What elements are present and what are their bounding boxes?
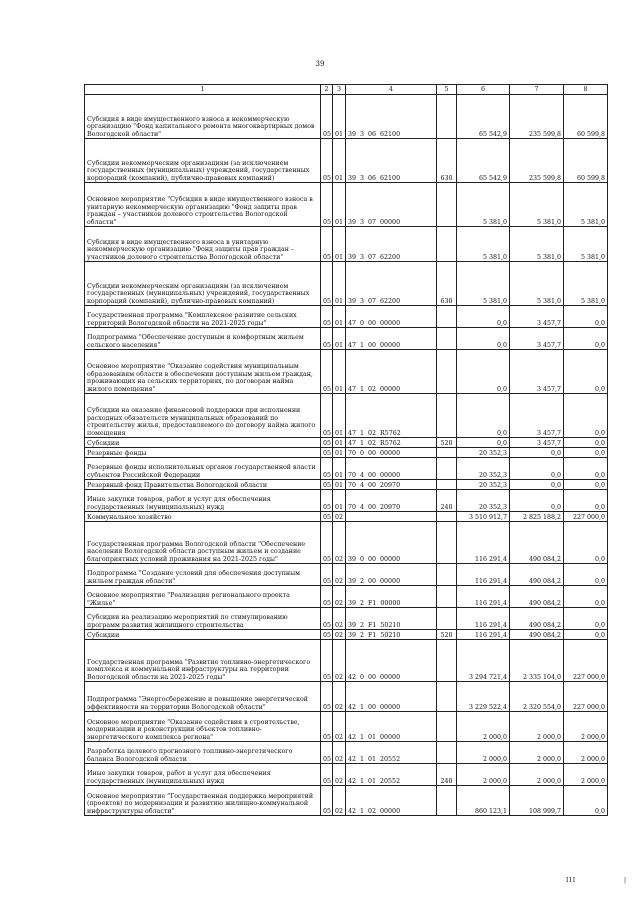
cell-description: Субсидии некоммерческим организациям (за исключением государственных (муниципальных) учреждений, государственных корпораций (компаний), публично-правовых компаний) xyxy=(85,139,321,183)
table-body xyxy=(85,95,608,816)
cell-expense-type xyxy=(437,183,457,227)
cell-subsection: 02 xyxy=(333,682,346,712)
cell-description: Основное мероприятие "Реализация регионального проекта "Жилье" xyxy=(85,586,321,608)
table-row xyxy=(85,394,608,438)
cell-amount-1: 3 510 912,7 xyxy=(457,512,510,522)
cell-target-code: 42 1 02 00000 xyxy=(346,786,437,816)
cell-target-code: 42 0 00 00000 xyxy=(346,640,437,682)
cell-description: Субсидия в виде имущественного взноса в некоммерческую организацию "Фонд капитального ремонта многоквартирных домов Вологодской области" xyxy=(85,95,321,139)
cell-amount-3: 0,0 xyxy=(564,350,608,394)
cell-amount-3: 0,0 xyxy=(564,522,608,564)
cell-expense-type xyxy=(437,786,457,816)
cell-expense-type xyxy=(437,742,457,764)
cell-subsection: 02 xyxy=(333,712,346,742)
cell-amount-3: 5 381,0 xyxy=(564,183,608,227)
cell-amount-3: 0,0 xyxy=(564,564,608,586)
cell-section: 05 xyxy=(321,608,333,630)
cell-description: Иные закупки товаров, работ и услуг для обеспечения государственных (муниципальных) нужд xyxy=(85,490,321,512)
cell-section: 05 xyxy=(321,480,333,490)
cell-amount-1: 2 000,0 xyxy=(457,764,510,786)
cell-amount-2: 490 084,2 xyxy=(510,630,564,640)
table-row xyxy=(85,564,608,586)
header-col-3: 3 xyxy=(333,85,346,95)
cell-amount-3: 2 000,0 xyxy=(564,712,608,742)
cell-amount-3: 227 000,0 xyxy=(564,640,608,682)
cell-description: Субсидии xyxy=(85,630,321,640)
cell-subsection: 02 xyxy=(333,630,346,640)
cell-section: 05 xyxy=(321,95,333,139)
cell-subsection: 01 xyxy=(333,262,346,306)
cell-target-code: 39 3 07 62200 xyxy=(346,227,437,262)
cell-expense-type: 520 xyxy=(437,438,457,448)
cell-section: 05 xyxy=(321,742,333,764)
cell-target-code: 70 4 00 20970 xyxy=(346,480,437,490)
cell-amount-1: 5 381,0 xyxy=(457,262,510,306)
cell-expense-type xyxy=(437,480,457,490)
cell-section: 05 xyxy=(321,328,333,350)
cell-description: Основное мероприятие "Оказание содействия в строительстве, модернизации и реконструкции объектов топливно-энергетического комплекса региона" xyxy=(85,712,321,742)
table-row xyxy=(85,786,608,816)
budget-table xyxy=(84,84,608,816)
cell-amount-2: 0,0 xyxy=(510,458,564,480)
cell-amount-3: 2 000,0 xyxy=(564,742,608,764)
table-row xyxy=(85,480,608,490)
cell-amount-2: 5 381,0 xyxy=(510,262,564,306)
cell-expense-type: 240 xyxy=(437,764,457,786)
cell-amount-3: 2 000,0 xyxy=(564,764,608,786)
cell-subsection: 01 xyxy=(333,458,346,480)
cell-target-code: 47 1 00 00000 xyxy=(346,328,437,350)
cell-amount-1: 20 352,3 xyxy=(457,458,510,480)
cell-description: Подпрограмма "Энергосбережение и повышение энергетической эффективности на территории Вологодской области" xyxy=(85,682,321,712)
cell-target-code: 39 3 06 62100 xyxy=(346,95,437,139)
cell-expense-type xyxy=(437,512,457,522)
table-row xyxy=(85,448,608,458)
cell-section: 05 xyxy=(321,458,333,480)
table-row xyxy=(85,512,608,522)
cell-subsection: 01 xyxy=(333,350,346,394)
cell-section: 05 xyxy=(321,350,333,394)
cell-description: Субсидии xyxy=(85,438,321,448)
cell-expense-type: 630 xyxy=(437,139,457,183)
cell-description: Иные закупки товаров, работ и услуг для обеспечения государственных (муниципальных) нужд xyxy=(85,764,321,786)
cell-description: Основное мероприятие "Оказание содействия муниципальным образованиям области в обеспечении доступным жильем граждан, проживающих на сельских территориях, по договорам найма жилого помещения" xyxy=(85,350,321,394)
header-col-1: 1 xyxy=(85,85,321,95)
cell-amount-3: 5 381,0 xyxy=(564,262,608,306)
footer-mark: III xyxy=(566,877,577,884)
cell-description: Субсидии на реализацию мероприятий по стимулированию программ развития жилищного строительства xyxy=(85,608,321,630)
table-row xyxy=(85,139,608,183)
cell-target-code: 47 1 02 R5762 xyxy=(346,394,437,438)
header-col-8: 8 xyxy=(564,85,608,95)
cell-amount-3: 0,0 xyxy=(564,438,608,448)
cell-target-code: 70 4 00 00000 xyxy=(346,458,437,480)
cell-amount-1: 116 291,4 xyxy=(457,630,510,640)
cell-amount-1: 65 542,9 xyxy=(457,139,510,183)
cell-amount-2: 2 000,0 xyxy=(510,742,564,764)
header-col-2: 2 xyxy=(321,85,333,95)
cell-description: Резервные фонды xyxy=(85,448,321,458)
cell-amount-2: 490 084,2 xyxy=(510,564,564,586)
cell-target-code: 42 1 01 20552 xyxy=(346,742,437,764)
cell-amount-1: 65 542,9 xyxy=(457,95,510,139)
cell-subsection: 01 xyxy=(333,480,346,490)
cell-amount-2: 2 335 104,0 xyxy=(510,640,564,682)
cell-amount-3: 0,0 xyxy=(564,480,608,490)
table-row xyxy=(85,306,608,328)
cell-expense-type xyxy=(437,586,457,608)
cell-amount-2: 0,0 xyxy=(510,480,564,490)
cell-target-code: 70 0 00 00000 xyxy=(346,448,437,458)
cell-subsection: 01 xyxy=(333,95,346,139)
cell-amount-3: 5 381,0 xyxy=(564,227,608,262)
cell-description: Разработка целевого прогнозного топливно-энергетического баланса Вологодской области xyxy=(85,742,321,764)
cell-amount-1: 3 229 522,4 xyxy=(457,682,510,712)
cell-target-code: 42 1 01 20552 xyxy=(346,764,437,786)
cell-target-code: 39 2 F1 00000 xyxy=(346,586,437,608)
cell-amount-1: 3 294 721,4 xyxy=(457,640,510,682)
cell-expense-type: 630 xyxy=(437,262,457,306)
cell-amount-3: 227 000,0 xyxy=(564,682,608,712)
cell-section: 05 xyxy=(321,490,333,512)
cell-subsection: 02 xyxy=(333,564,346,586)
table-row xyxy=(85,262,608,306)
cell-amount-1: 116 291,4 xyxy=(457,522,510,564)
cell-subsection: 02 xyxy=(333,640,346,682)
cell-amount-1: 116 291,4 xyxy=(457,586,510,608)
cell-amount-3: 0,0 xyxy=(564,306,608,328)
cell-expense-type xyxy=(437,350,457,394)
cell-expense-type xyxy=(437,306,457,328)
cell-amount-1: 0,0 xyxy=(457,350,510,394)
cell-target-code: 47 1 02 R5762 xyxy=(346,438,437,448)
cell-expense-type xyxy=(437,522,457,564)
cell-description: Государственная программа "Комплексное развитие сельских территорий Вологодской области на 2021-2025 годы" xyxy=(85,306,321,328)
cell-amount-3: 0,0 xyxy=(564,586,608,608)
cell-expense-type xyxy=(437,640,457,682)
cell-amount-1: 2 000,0 xyxy=(457,712,510,742)
cell-amount-3: 0,0 xyxy=(564,458,608,480)
table-row xyxy=(85,438,608,448)
cell-section: 05 xyxy=(321,139,333,183)
cell-amount-3: 0,0 xyxy=(564,394,608,438)
table-row xyxy=(85,328,608,350)
cell-description: Основное мероприятие "Государственная поддержка мероприятий (проектов) по модернизации и развитию жилищно-коммунальной инфраструктуры области" xyxy=(85,786,321,816)
cell-section: 05 xyxy=(321,306,333,328)
cell-amount-2: 2 825 188,2 xyxy=(510,512,564,522)
cell-target-code: 39 2 F1 50210 xyxy=(346,630,437,640)
table-header-row xyxy=(85,85,608,95)
cell-amount-1: 20 352,3 xyxy=(457,490,510,512)
table-row xyxy=(85,712,608,742)
cell-expense-type xyxy=(437,608,457,630)
cell-amount-1: 0,0 xyxy=(457,306,510,328)
cell-amount-3: 0,0 xyxy=(564,608,608,630)
cell-expense-type xyxy=(437,448,457,458)
cell-description: Коммунальное хозяйство xyxy=(85,512,321,522)
cell-amount-2: 235 599,8 xyxy=(510,139,564,183)
cell-amount-1: 0,0 xyxy=(457,438,510,448)
cell-section: 05 xyxy=(321,640,333,682)
cell-description: Субсидии некоммерческим организациям (за исключением государственных (муниципальных) учреждений, государственных корпораций (компаний), публично-правовых компаний) xyxy=(85,262,321,306)
cell-amount-2: 490 084,2 xyxy=(510,586,564,608)
cell-target-code: 39 2 F1 50210 xyxy=(346,608,437,630)
cell-amount-2: 3 457,7 xyxy=(510,328,564,350)
header-col-4: 4 xyxy=(346,85,437,95)
cell-amount-1: 116 291,4 xyxy=(457,564,510,586)
cell-section: 05 xyxy=(321,512,333,522)
cell-subsection: 02 xyxy=(333,522,346,564)
cell-amount-1: 0,0 xyxy=(457,328,510,350)
cell-amount-2: 235 599,8 xyxy=(510,95,564,139)
table-row xyxy=(85,630,608,640)
cell-subsection: 01 xyxy=(333,227,346,262)
cell-amount-3: 227 000,0 xyxy=(564,512,608,522)
cell-section: 05 xyxy=(321,564,333,586)
cell-amount-2: 490 084,2 xyxy=(510,522,564,564)
cell-amount-2: 2 000,0 xyxy=(510,712,564,742)
cell-section: 05 xyxy=(321,712,333,742)
cell-description: Субсидии на оказание финансовой поддержки при исполнении расходных обязательств муниципальных образований по строительству жилья, предоставляемого по договору найма жилого помещения xyxy=(85,394,321,438)
cell-subsection: 01 xyxy=(333,306,346,328)
table-row xyxy=(85,682,608,712)
cell-amount-3: 60 599,8 xyxy=(564,95,608,139)
cell-description: Государственная программа Вологодской области "Обеспечение населения Вологодской области доступным жильем и создание благоприятных условий проживания на 2021-2025 годы" xyxy=(85,522,321,564)
cell-section: 05 xyxy=(321,227,333,262)
cell-section: 05 xyxy=(321,630,333,640)
table-row xyxy=(85,586,608,608)
cell-amount-2: 3 457,7 xyxy=(510,394,564,438)
cell-subsection: 01 xyxy=(333,394,346,438)
cell-target-code: 39 3 07 62200 xyxy=(346,262,437,306)
cell-section: 05 xyxy=(321,438,333,448)
cell-amount-1: 5 381,0 xyxy=(457,227,510,262)
cell-target-code: 39 3 06 62100 xyxy=(346,139,437,183)
cell-target-code: 47 0 00 00000 xyxy=(346,306,437,328)
cell-amount-1: 0,0 xyxy=(457,394,510,438)
cell-section: 05 xyxy=(321,522,333,564)
header-col-7: 7 xyxy=(510,85,564,95)
cell-subsection: 01 xyxy=(333,328,346,350)
cell-amount-2: 2 320 554,0 xyxy=(510,682,564,712)
cell-subsection: 01 xyxy=(333,490,346,512)
cell-amount-1: 5 381,0 xyxy=(457,183,510,227)
cell-description: Подпрограмма "Создание условий для обеспечения доступным жильем граждан области" xyxy=(85,564,321,586)
cell-amount-2: 490 084,2 xyxy=(510,608,564,630)
cell-amount-2: 5 381,0 xyxy=(510,183,564,227)
cell-expense-type xyxy=(437,328,457,350)
cell-section: 05 xyxy=(321,448,333,458)
cell-expense-type xyxy=(437,95,457,139)
header-col-5: 5 xyxy=(437,85,457,95)
cell-amount-1: 116 291,4 xyxy=(457,608,510,630)
cell-expense-type xyxy=(437,227,457,262)
cell-section: 05 xyxy=(321,764,333,786)
cell-amount-1: 860 123,1 xyxy=(457,786,510,816)
cell-target-code: 47 1 02 00000 xyxy=(346,350,437,394)
cell-description: Резервный фонд Правительства Вологодской области xyxy=(85,480,321,490)
cell-target-code: 39 3 07 00000 xyxy=(346,183,437,227)
table-row xyxy=(85,95,608,139)
cell-amount-3: 0,0 xyxy=(564,630,608,640)
cell-subsection: 02 xyxy=(333,608,346,630)
cell-description: Резервные фонды исполнительных органов государственной власти субъектов Российской Федерации xyxy=(85,458,321,480)
cell-amount-3: 60 599,8 xyxy=(564,139,608,183)
cell-amount-2: 3 457,7 xyxy=(510,438,564,448)
cell-amount-3: 0,0 xyxy=(564,448,608,458)
cell-target-code: 39 2 00 00000 xyxy=(346,564,437,586)
table-row xyxy=(85,640,608,682)
cell-amount-3: 0,0 xyxy=(564,328,608,350)
cell-expense-type xyxy=(437,712,457,742)
cell-amount-1: 20 352,3 xyxy=(457,448,510,458)
cell-subsection: 02 xyxy=(333,786,346,816)
cell-target-code: 39 0 00 00000 xyxy=(346,522,437,564)
cell-amount-2: 0,0 xyxy=(510,490,564,512)
cell-amount-2: 108 999,7 xyxy=(510,786,564,816)
header-col-6: 6 xyxy=(457,85,510,95)
cell-description: Субсидия в виде имущественного взноса в унитарную некоммерческую организацию "Фонд защиты прав граждан – участников долевого строительства Вологодской области" xyxy=(85,227,321,262)
cell-section: 05 xyxy=(321,183,333,227)
cell-subsection: 01 xyxy=(333,438,346,448)
cell-subsection: 02 xyxy=(333,764,346,786)
cell-subsection: 02 xyxy=(333,586,346,608)
cell-expense-type: 520 xyxy=(437,630,457,640)
cell-subsection: 01 xyxy=(333,448,346,458)
page-number: 39 xyxy=(315,60,325,68)
table-row xyxy=(85,742,608,764)
table-row xyxy=(85,183,608,227)
cell-target-code: 42 1 00 00000 xyxy=(346,682,437,712)
table-row xyxy=(85,522,608,564)
cell-expense-type xyxy=(437,682,457,712)
cell-amount-1: 20 352,3 xyxy=(457,480,510,490)
cell-expense-type: 240 xyxy=(437,490,457,512)
cell-amount-2: 5 381,0 xyxy=(510,227,564,262)
cell-target-code xyxy=(346,512,437,522)
cell-section: 05 xyxy=(321,682,333,712)
cell-subsection: 02 xyxy=(333,742,346,764)
footer-tick: | xyxy=(624,877,627,884)
cell-target-code: 70 4 00 20970 xyxy=(346,490,437,512)
table-row xyxy=(85,490,608,512)
cell-expense-type xyxy=(437,564,457,586)
cell-amount-2: 0,0 xyxy=(510,448,564,458)
table-row xyxy=(85,350,608,394)
cell-amount-1: 2 000,0 xyxy=(457,742,510,764)
cell-section: 05 xyxy=(321,394,333,438)
table-row xyxy=(85,227,608,262)
table-row xyxy=(85,608,608,630)
cell-amount-2: 3 457,7 xyxy=(510,306,564,328)
table-row xyxy=(85,764,608,786)
cell-description: Государственная программа "Развитие топливно-энергетического комплекса и коммунальной инфраструктуры на территории Вологодской области на 2021-2025 годы" xyxy=(85,640,321,682)
cell-expense-type xyxy=(437,458,457,480)
cell-subsection: 02 xyxy=(333,512,346,522)
table-row xyxy=(85,458,608,480)
cell-description: Подпрограмма "Обеспечение доступным и комфортным жильем сельского населения" xyxy=(85,328,321,350)
cell-expense-type xyxy=(437,394,457,438)
cell-section: 05 xyxy=(321,586,333,608)
cell-amount-2: 2 000,0 xyxy=(510,764,564,786)
cell-amount-2: 3 457,7 xyxy=(510,350,564,394)
cell-target-code: 42 1 01 00000 xyxy=(346,712,437,742)
cell-amount-3: 0,0 xyxy=(564,786,608,816)
cell-amount-3: 0,0 xyxy=(564,490,608,512)
cell-section: 05 xyxy=(321,262,333,306)
cell-description: Основное мероприятие "Субсидия в виде имущественного взноса в унитарную некоммерческую организацию "Фонд защиты прав граждан – участников долевого строительства Вологодской области" xyxy=(85,183,321,227)
cell-section: 05 xyxy=(321,786,333,816)
cell-subsection: 01 xyxy=(333,139,346,183)
cell-subsection: 01 xyxy=(333,183,346,227)
